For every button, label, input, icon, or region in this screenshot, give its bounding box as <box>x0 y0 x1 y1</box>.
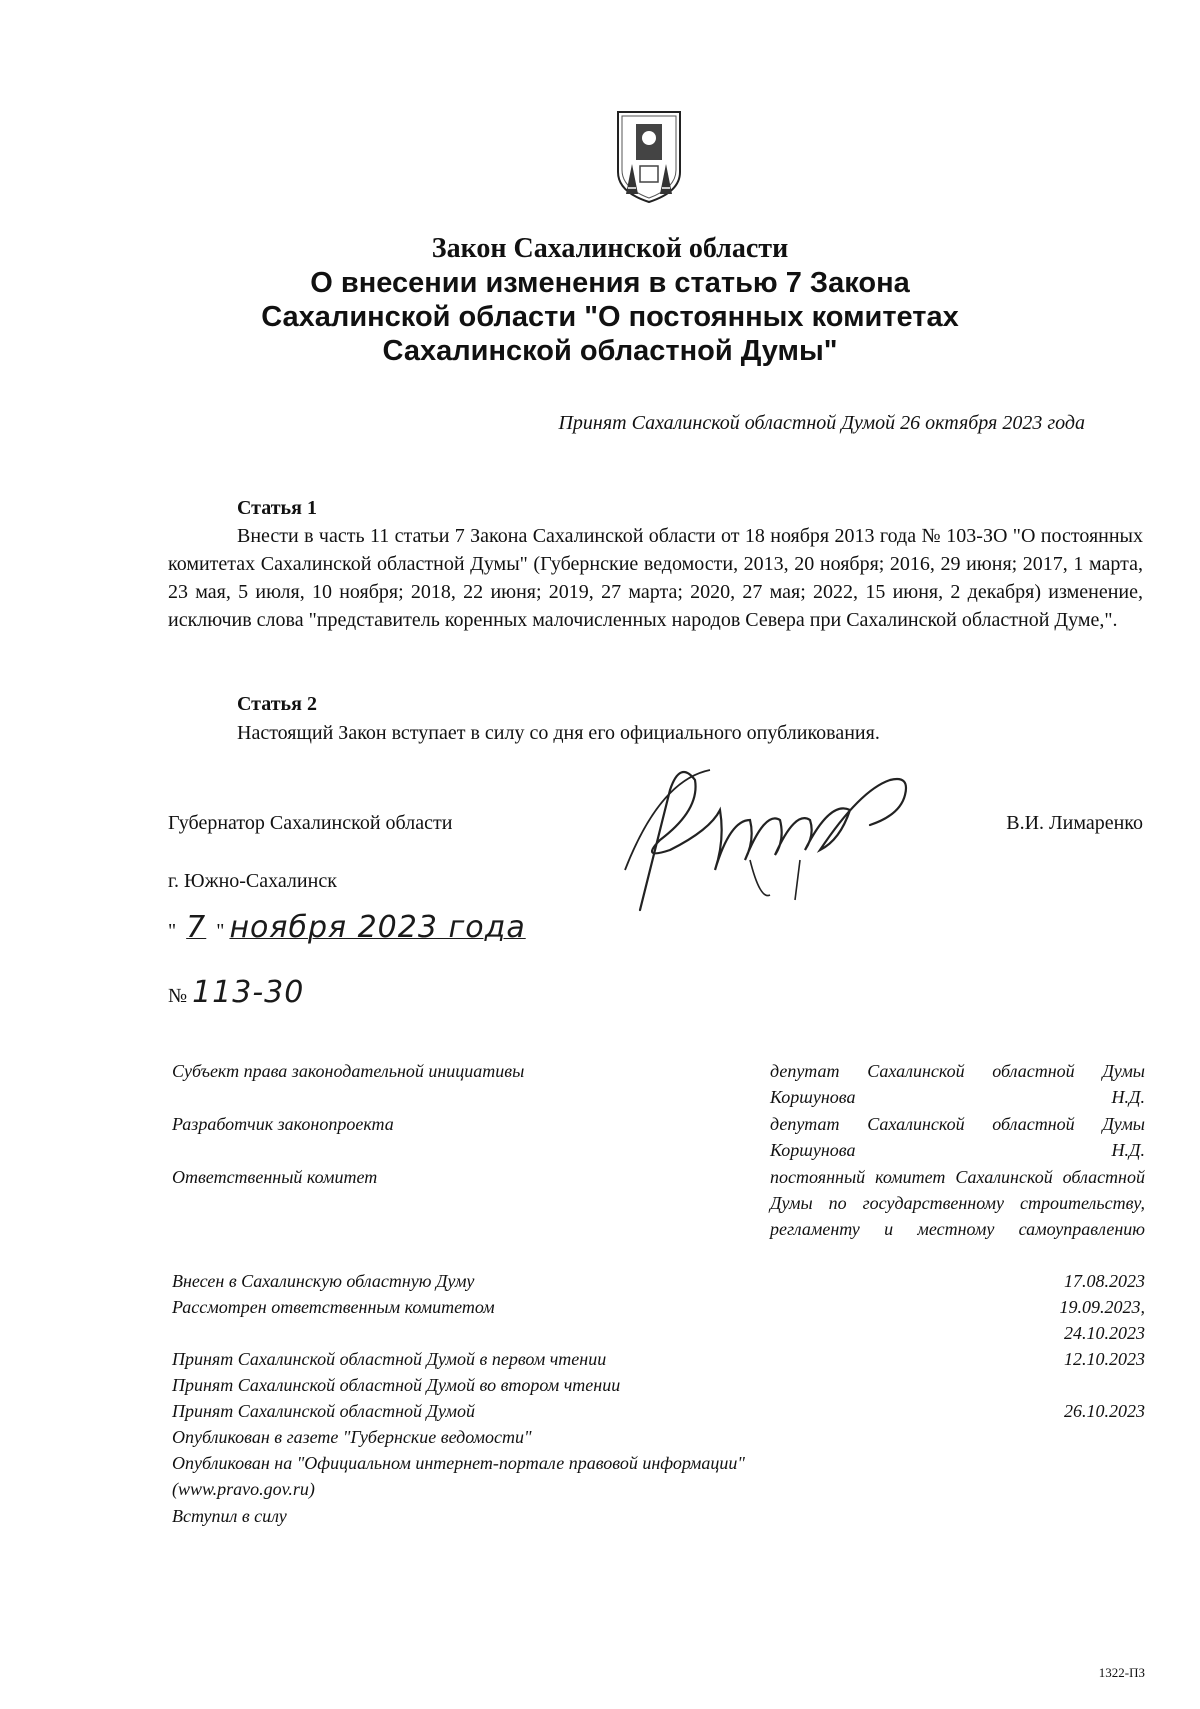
title-line-4: Сахалинской областной Думы" <box>382 335 838 367</box>
published-newspaper-label: Опубликован в газете "Губернские ведомости" <box>172 1427 532 1447</box>
considered-date-1: 19.09.2023, <box>1059 1297 1145 1317</box>
initiative-value: депутат Сахалинской областной Думы Коршунова Н.Д. <box>770 1061 1145 1107</box>
published-portal-label: Опубликован на "Официальном интернет-портале правовой информации" (www.pravo.gov.ru) <box>172 1453 745 1499</box>
title-line-1: Закон Сахалинской области <box>431 233 789 264</box>
first-reading-date: 12.10.2023 <box>1064 1349 1145 1369</box>
city: г. Южно-Сахалинск <box>168 870 337 892</box>
signing-date <box>168 910 526 945</box>
adopted-date: 26.10.2023 <box>1064 1401 1145 1421</box>
article-1-text: Внести в часть 11 статьи 7 Закона Сахалинской области от 18 ноября 2013 года № 103-ЗО "О постоянных комитетах Сахалинской областной Думы" (Губернские ведомости, 2013, 20 ноября; 2016, 29 июня; 2017, 1 марта, 23 мая, 5 июля, 10 ноября; 2018, 22 июня; 2019, 27 марта; 2020, 27 мая; 2022, 15 июня, 2 декабря) изменение, исключив слова "представитель коренных малочисленных народов Севера при Сахалинской областной Думе,". <box>168 525 1143 631</box>
governor-name: В.И. Лимаренко <box>1006 812 1143 834</box>
date-close-quote: " <box>216 920 225 942</box>
adopted-label: Принят Сахалинской областной Думой <box>172 1401 476 1421</box>
in-force-label: Вступил в силу <box>172 1506 287 1526</box>
article-2-text: Настоящий Закон вступает в силу со дня его официального опубликования. <box>237 722 880 744</box>
title-line-3: Сахалинской области "О постоянных комитетах <box>261 301 959 333</box>
second-reading-label: Принят Сахалинской областной Думой во втором чтении <box>172 1375 621 1395</box>
adoption-note: Принят Сахалинской областной Думой 26 октября 2023 года <box>558 412 1085 434</box>
title-line-2: О внесении изменения в статью 7 Закона <box>310 267 910 299</box>
submitted-date: 17.08.2023 <box>1064 1271 1145 1291</box>
date-open-quote: " <box>168 920 177 942</box>
law-number <box>168 975 304 1010</box>
committee-value: постоянный комитет Сахалинской областной Думы по государственному строительству, регламенту и местному самоуправлению <box>770 1167 1145 1239</box>
number-label: № <box>168 985 188 1007</box>
article-2-heading: Статья 2 <box>237 693 317 715</box>
first-reading-label: Принят Сахалинской областной Думой в первом чтении <box>172 1349 607 1369</box>
date-month-year: ноября 2023 года <box>229 910 526 945</box>
article-1-heading: Статья 1 <box>237 497 317 519</box>
considered-date-2: 24.10.2023 <box>1064 1323 1145 1343</box>
governor-position: Губернатор Сахалинской области <box>168 812 453 834</box>
handwritten-signature <box>600 750 930 920</box>
committee-label: Ответственный комитет <box>172 1167 378 1187</box>
law-title <box>200 232 1020 368</box>
number-value: 113-30 <box>192 975 305 1010</box>
developer-label: Разработчик законопроекта <box>172 1114 394 1134</box>
submitted-label: Внесен в Сахалинскую областную Думу <box>172 1271 475 1291</box>
date-day: 7 <box>186 910 207 945</box>
initiative-label: Субъект права законодательной инициативы <box>172 1061 525 1081</box>
considered-label: Рассмотрен ответственным комитетом <box>172 1297 495 1317</box>
sakhalin-coat-of-arms-icon <box>612 108 686 204</box>
developer-value: депутат Сахалинской областной Думы Коршунова Н.Д. <box>770 1114 1145 1160</box>
document-code: 1322-ПЗ <box>1098 1665 1145 1680</box>
